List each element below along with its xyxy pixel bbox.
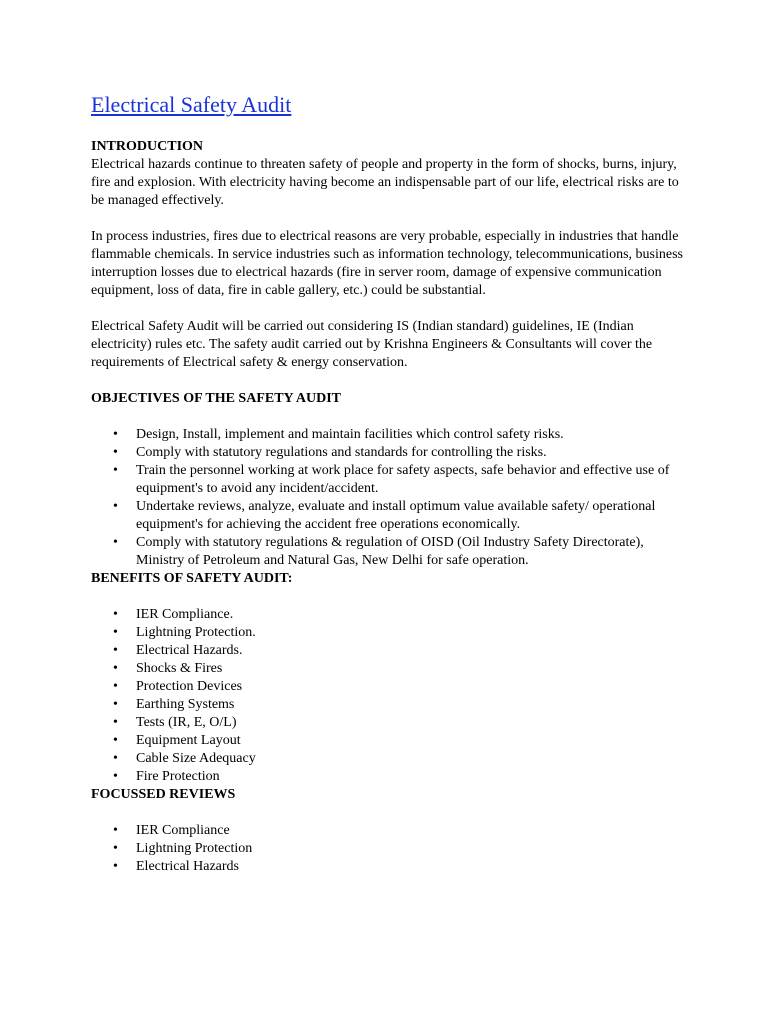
focussed-reviews-list xyxy=(91,822,691,876)
list-item xyxy=(91,642,691,660)
document-page xyxy=(91,88,691,876)
list-item xyxy=(91,750,691,768)
list-item xyxy=(91,624,691,642)
list-item-text: Comply with statutory regulations and standards for controlling the risks. xyxy=(136,445,547,460)
list-item-text: Lightning Protection. xyxy=(136,625,256,640)
list-item xyxy=(91,714,691,732)
bullet-icon: • xyxy=(113,463,118,478)
objectives-list xyxy=(91,426,691,570)
list-item xyxy=(91,840,691,858)
list-item xyxy=(91,426,691,444)
bullet-icon: • xyxy=(113,427,118,442)
list-item xyxy=(91,462,691,498)
bullet-icon: • xyxy=(113,715,118,730)
list-item-text: Earthing Systems xyxy=(136,697,235,712)
list-item-text: Train the personnel working at work place for safety aspects, safe behavior and effective use of equipment's to avoid any incident/accident. xyxy=(136,463,670,496)
list-item-text: Shocks & Fires xyxy=(136,661,223,676)
benefits-list xyxy=(91,606,691,786)
list-item-text: Comply with statutory regulations & regulation of OISD (Oil Industry Safety Directorate), Ministry of Petroleum and Natural Gas, New Delhi for safe operation. xyxy=(136,535,644,568)
list-item xyxy=(91,822,691,840)
list-item xyxy=(91,696,691,714)
bullet-icon: • xyxy=(113,859,118,874)
bullet-icon: • xyxy=(113,607,118,622)
list-item xyxy=(91,768,691,786)
bullet-icon: • xyxy=(113,643,118,658)
list-item xyxy=(91,678,691,696)
introduction-paragraph-1: Electrical hazards continue to threaten safety of people and property in the form of shocks, burns, injury, fire and explosion. With electricity having become an indispensable part of our life, electrical risks are to be managed effectively. xyxy=(91,157,679,208)
introduction-heading: INTRODUCTION xyxy=(91,139,204,154)
focussed-reviews-heading: FOCUSSED REVIEWS xyxy=(91,787,236,802)
list-item-text: Protection Devices xyxy=(136,679,243,694)
introduction-paragraph-3: Electrical Safety Audit will be carried out considering IS (Indian standard) guidelines, IE (Indian electricity) rules etc. The safety audit carried out by Krishna Engineers & Consultants will cover the requirements of Electrical safety & energy conservation. xyxy=(91,319,653,370)
list-item xyxy=(91,444,691,462)
list-item-text: Electrical Hazards. xyxy=(136,643,243,658)
list-item xyxy=(91,660,691,678)
list-item-text: Undertake reviews, analyze, evaluate and install optimum value available safety/ operational equipment's for achieving the accident free operations economically. xyxy=(136,499,656,532)
list-item-text: Fire Protection xyxy=(136,769,220,784)
list-item xyxy=(91,606,691,624)
bullet-icon: • xyxy=(113,499,118,514)
list-item-text: Lightning Protection xyxy=(136,841,253,856)
list-item-text: Electrical Hazards xyxy=(136,859,239,874)
list-item xyxy=(91,858,691,876)
bullet-icon: • xyxy=(113,625,118,640)
bullet-icon: • xyxy=(113,841,118,856)
document-title-link[interactable]: Electrical Safety Audit xyxy=(91,92,292,117)
bullet-icon: • xyxy=(113,769,118,784)
bullet-icon: • xyxy=(113,751,118,766)
bullet-icon: • xyxy=(113,535,118,550)
benefits-heading: BENEFITS OF SAFETY AUDIT: xyxy=(91,571,293,586)
list-item-text: Equipment Layout xyxy=(136,733,241,748)
list-item-text: Cable Size Adequacy xyxy=(136,751,256,766)
list-item-text: Tests (IR, E, O/L) xyxy=(136,715,237,730)
bullet-icon: • xyxy=(113,661,118,676)
list-item-text: IER Compliance. xyxy=(136,607,234,622)
list-item-text: IER Compliance xyxy=(136,823,230,838)
bullet-icon: • xyxy=(113,823,118,838)
bullet-icon: • xyxy=(113,697,118,712)
bullet-icon: • xyxy=(113,733,118,748)
list-item xyxy=(91,732,691,750)
introduction-paragraph-2: In process industries, fires due to electrical reasons are very probable, especially in industries that handle flammable chemicals. In service industries such as information technology, telecommunications, business interruption losses due to electrical hazards (fire in server room, damage of expensive communication equipment, loss of data, fire in cable gallery, etc.) could be substantial. xyxy=(91,229,683,298)
bullet-icon: • xyxy=(113,679,118,694)
list-item-text: Design, Install, implement and maintain facilities which control safety risks. xyxy=(136,427,564,442)
list-item xyxy=(91,498,691,534)
objectives-heading: OBJECTIVES OF THE SAFETY AUDIT xyxy=(91,391,341,406)
list-item xyxy=(91,534,691,570)
bullet-icon: • xyxy=(113,445,118,460)
